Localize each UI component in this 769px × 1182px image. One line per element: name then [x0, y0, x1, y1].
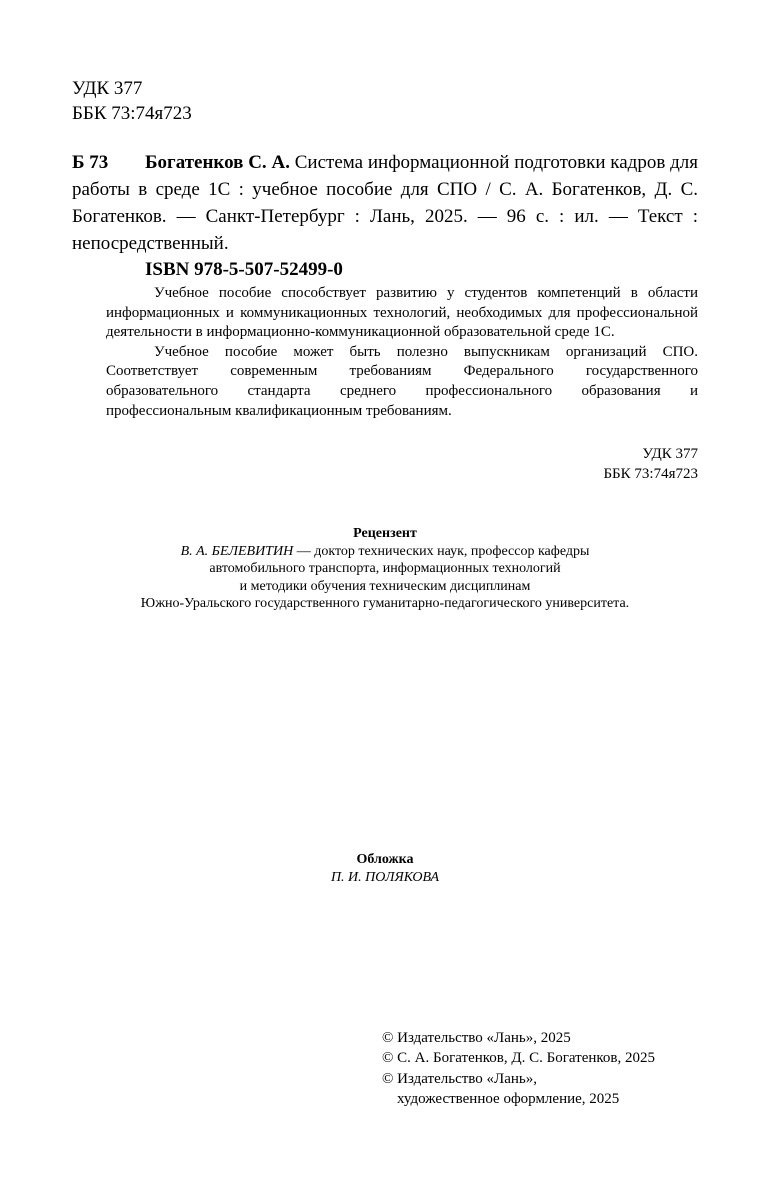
- copyright-line: © Издательство «Лань»,: [382, 1070, 537, 1087]
- udk-code: УДК 377: [642, 446, 698, 462]
- udk-code: УДК 377: [72, 78, 143, 99]
- reviewer-line: Южно-Уральского государственного гуманитарно-педагогического университета.: [140, 596, 630, 612]
- copyright-block: [382, 1028, 712, 1109]
- author-code: Б 73: [72, 152, 109, 173]
- reviewer-block: [72, 525, 698, 613]
- abstract-paragraph: Учебное пособие может быть полезно выпускникам организаций СПО. Соответствует современным требованиям Федерального государственного образовательного стандарта среднего профессионального образования и профессиональным квалификационным требованиям.: [106, 343, 698, 419]
- bbk-code: ББК 73:74я723: [72, 103, 192, 124]
- abstract-paragraph: Учебное пособие способствует развитию у студентов компетенций в области информационных и коммуникационных технологий, необходимых для профессиональной деятельности в информационно-коммуникационной образовательной среде 1С.: [106, 285, 698, 341]
- copyright-line: художественное оформление, 2025: [397, 1090, 620, 1107]
- reviewer-line: и методики обучения техническим дисциплинам: [239, 578, 531, 594]
- reviewer-line: автомобильного транспорта, информационных технологий: [209, 561, 561, 577]
- isbn: ISBN 978-5-507-52499-0: [145, 259, 343, 280]
- bbk-code: ББК 73:74я723: [603, 465, 698, 482]
- cover-block: [72, 851, 698, 886]
- author-name: Богатенков С. А.: [145, 152, 290, 173]
- reviewer-name: В. А. БЕЛЕВИТИН: [180, 543, 294, 559]
- copyright-line: © Издательство «Лань», 2025: [382, 1030, 571, 1046]
- reviewer-title: Рецензент: [353, 526, 417, 541]
- bibliographic-record: [72, 149, 698, 257]
- abstract: [106, 284, 698, 421]
- cover-designer-name: П. И. ПОЛЯКОВА: [330, 869, 440, 885]
- cover-title: Обложка: [356, 852, 414, 867]
- copyright-line: © С. А. Богатенков, Д. С. Богатенков, 2025: [382, 1050, 655, 1067]
- bibliographic-description: Система информационной подготовки кадров для работы в среде 1С : учебное пособие для СПО / С. А. Богатенков, Д. С. Богатенков. — Санкт-Петербург : Лань, 2025. — 96 с. : ил. — Текст : непосредственный.: [72, 152, 699, 254]
- reviewer-credentials: — доктор технических наук, профессор кафедры: [293, 543, 590, 559]
- reviewer-line: [72, 543, 698, 561]
- classification-header: [72, 76, 192, 126]
- classification-footer: [500, 445, 698, 484]
